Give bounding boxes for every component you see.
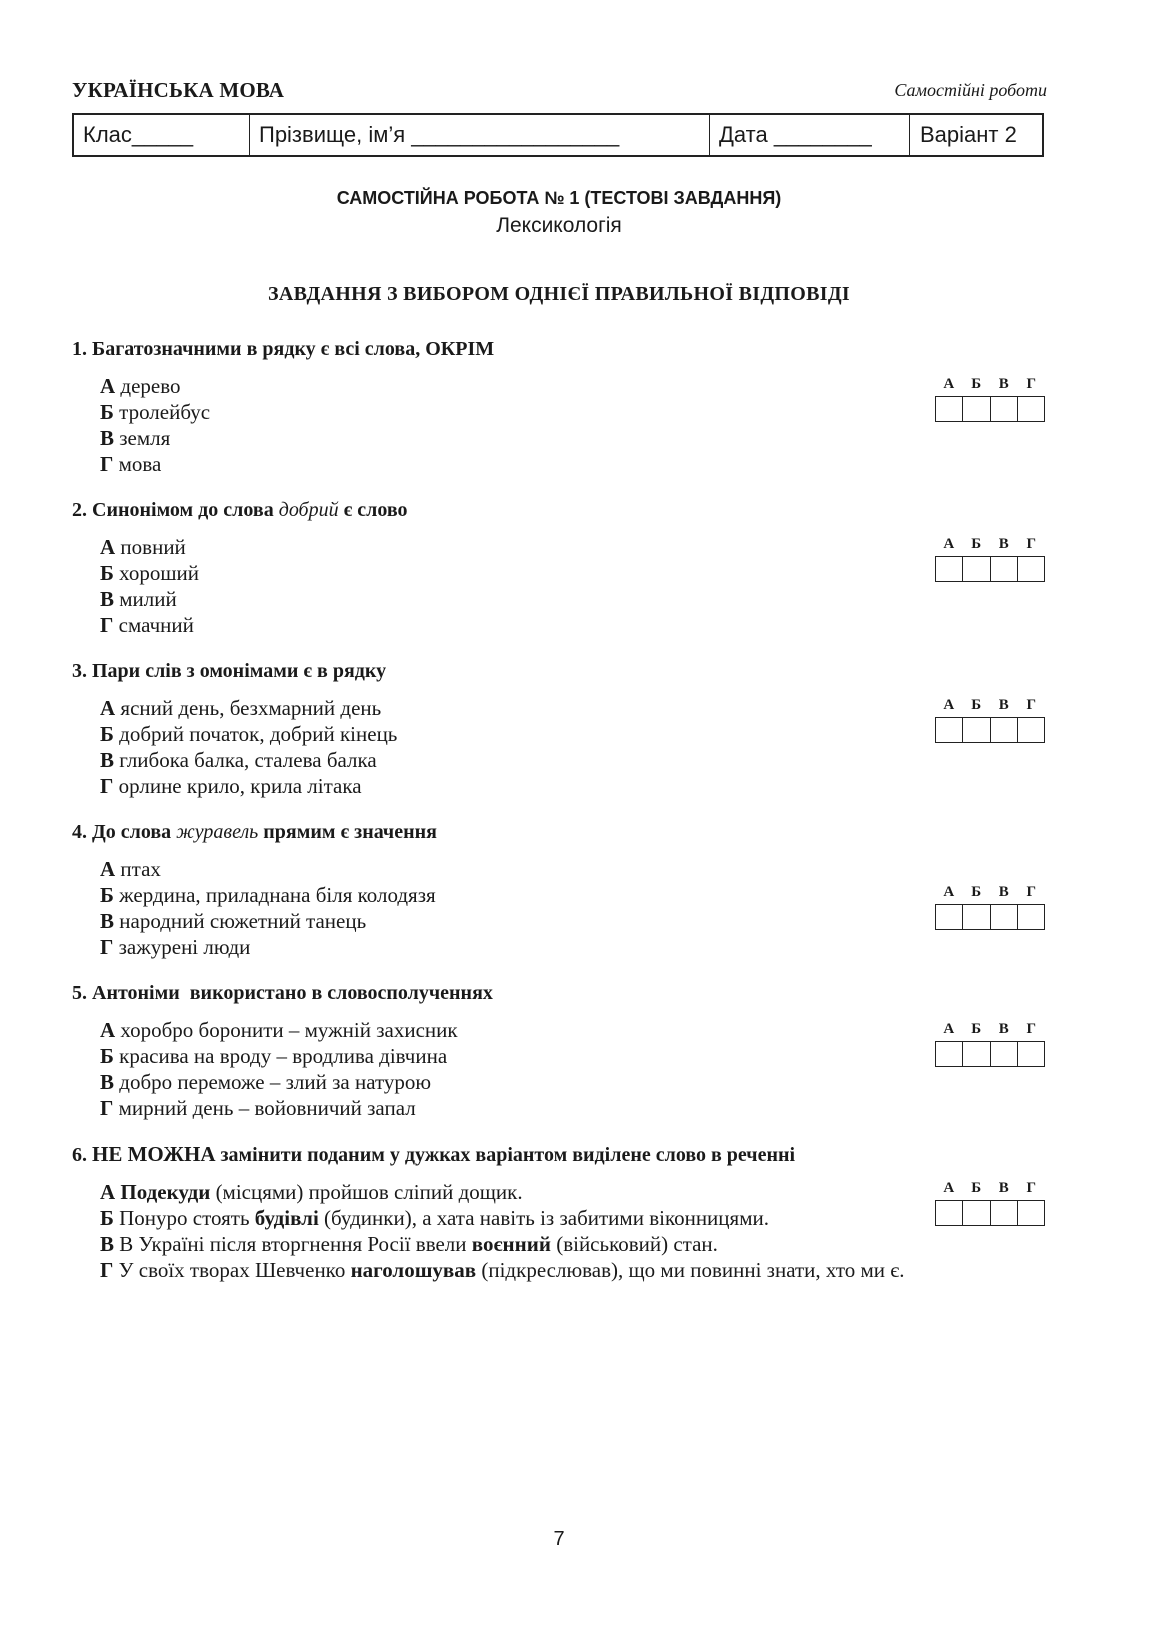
option-letter: Б: [100, 883, 114, 907]
option-text: добрий початок, добрий кінець: [119, 722, 398, 746]
option-letter: Г: [100, 774, 114, 798]
grid-letters: [935, 536, 1047, 556]
option-letter: В: [100, 1232, 115, 1256]
option-d: [100, 451, 1072, 477]
option-letter: А: [100, 535, 116, 559]
option-d: [100, 1257, 1072, 1283]
option-c: [100, 1069, 1072, 1095]
subject-title: УКРАЇНСЬКА МОВА: [72, 78, 285, 102]
option-text: ясний день, безхмарний день: [120, 696, 382, 720]
question-emphasis: НЕ МОЖНА: [92, 1142, 216, 1166]
option-d: [100, 934, 1072, 960]
option-text-pre: У своїх творах Шевченко: [118, 1258, 351, 1282]
question-6: [72, 1141, 1072, 1283]
option-letter: Г: [100, 613, 114, 637]
grid-letters: [935, 697, 1047, 717]
grid-letter-c: В: [998, 1021, 1009, 1037]
answer-boxes: [935, 1200, 1045, 1226]
question-3: [72, 658, 1072, 799]
option-letter: Г: [100, 452, 114, 476]
option-c: [100, 586, 1072, 612]
question-text: [72, 658, 1072, 684]
answer-box-c[interactable]: [991, 718, 1018, 742]
answer-box-c[interactable]: [991, 1201, 1018, 1225]
grid-letter-b: Б: [971, 1021, 982, 1037]
option-text-post: (місцями) пройшов сліпий дощик.: [210, 1180, 523, 1204]
answer-box-a[interactable]: [936, 397, 963, 421]
answer-box-d[interactable]: [1018, 1042, 1044, 1066]
option-c: [100, 425, 1072, 451]
question-prompt-end: є слово: [338, 499, 408, 521]
option-highlighted-word: будівлі: [254, 1206, 319, 1230]
options-list: [72, 856, 1072, 960]
answer-boxes: [935, 1041, 1045, 1067]
grid-letters: [935, 376, 1047, 396]
option-d: [100, 1095, 1072, 1121]
option-highlighted-word: Подекуди: [120, 1180, 211, 1204]
grid-letters: [935, 1180, 1047, 1200]
option-letter: Б: [100, 1206, 114, 1230]
option-text: мирний день – войовничий запал: [118, 1096, 416, 1120]
answer-box-c[interactable]: [991, 1042, 1018, 1066]
option-c: [100, 908, 1072, 934]
option-text: орлине крило, крила літака: [118, 774, 362, 798]
answer-grid-4: [935, 884, 1047, 930]
question-prompt: Антоніми використано в словосполученнях: [92, 982, 493, 1004]
options-list: [72, 534, 1072, 638]
option-letter: Б: [100, 1044, 114, 1068]
answer-box-d[interactable]: [1018, 718, 1044, 742]
answer-box-b[interactable]: [963, 718, 990, 742]
answer-box-a[interactable]: [936, 718, 963, 742]
section-label: Самостійні роботи: [894, 80, 1047, 100]
answer-grid-2: [935, 536, 1047, 582]
answer-box-b[interactable]: [963, 1042, 990, 1066]
grid-letter-a: А: [943, 697, 955, 713]
grid-letter-b: Б: [971, 536, 982, 552]
option-c: [100, 1231, 1072, 1257]
grid-letter-a: А: [943, 1021, 955, 1037]
option-text: повний: [120, 535, 186, 559]
grid-letter-d: Г: [1026, 1180, 1037, 1196]
option-letter: А: [100, 857, 116, 881]
answer-box-a[interactable]: [936, 1201, 963, 1225]
grid-letter-b: Б: [971, 376, 982, 392]
option-letter: Г: [100, 1096, 114, 1120]
grid-letters: [935, 884, 1047, 904]
options-list: [72, 695, 1072, 799]
grid-letter-d: Г: [1026, 1021, 1037, 1037]
question-text: [72, 497, 1072, 523]
option-text: птах: [120, 857, 161, 881]
question-number: 3.: [72, 660, 87, 682]
question-5: [72, 980, 1072, 1121]
answer-box-b[interactable]: [963, 905, 990, 929]
option-text: милий: [119, 587, 177, 611]
option-a: [100, 1179, 1072, 1205]
answer-box-c[interactable]: [991, 905, 1018, 929]
option-b: [100, 1205, 1072, 1231]
option-b: [100, 399, 1072, 425]
answer-box-a[interactable]: [936, 905, 963, 929]
question-4: [72, 819, 1072, 960]
grid-letter-d: Г: [1026, 697, 1037, 713]
option-d: [100, 612, 1072, 638]
option-letter: А: [100, 696, 116, 720]
variant-cell: Варіант 2: [920, 122, 1017, 147]
options-list: [72, 373, 1072, 477]
grid-letter-c: В: [998, 697, 1009, 713]
option-letter: В: [100, 909, 115, 933]
option-text-pre: Понуро стоять: [119, 1206, 255, 1230]
question-prompt: Пари слів з омонімами є в рядку: [92, 660, 387, 682]
option-letter: А: [100, 374, 116, 398]
grid-letter-c: В: [998, 376, 1009, 392]
answer-boxes: [935, 556, 1045, 582]
work-subtitle: Лексикологія: [496, 214, 622, 237]
grid-letters: [935, 1021, 1047, 1041]
answer-box-d[interactable]: [1018, 1201, 1044, 1225]
grid-letter-a: А: [943, 536, 955, 552]
answer-box-b[interactable]: [963, 557, 990, 581]
answer-box-c[interactable]: [991, 397, 1018, 421]
option-letter: Б: [100, 400, 114, 424]
option-text: народний сюжетний танець: [119, 909, 367, 933]
option-letter: В: [100, 748, 115, 772]
option-letter: Б: [100, 561, 114, 585]
answer-grid-6: [935, 1180, 1047, 1226]
grid-letter-d: Г: [1026, 884, 1037, 900]
option-letter: Г: [100, 1258, 114, 1282]
option-a: [100, 1017, 1072, 1043]
option-text: дерево: [120, 374, 181, 398]
option-text: добро переможе – злий за натурою: [119, 1070, 432, 1094]
answer-grid-3: [935, 697, 1047, 743]
task-type-heading: ЗАВДАННЯ З ВИБОРОМ ОДНІЄЇ ПРАВИЛЬНОЇ ВІДПОВІДІ: [267, 283, 850, 305]
grid-letter-b: Б: [971, 884, 982, 900]
grid-letter-b: Б: [971, 1180, 982, 1196]
option-b: [100, 1043, 1072, 1069]
question-2: [72, 497, 1072, 638]
grid-letter-b: Б: [971, 697, 982, 713]
grid-letter-a: А: [943, 884, 955, 900]
options-list: [72, 1179, 1072, 1283]
grid-letter-a: А: [943, 376, 955, 392]
grid-letter-d: Г: [1026, 536, 1037, 552]
option-letter: Б: [100, 722, 114, 746]
grid-letter-c: В: [998, 1180, 1009, 1196]
option-c: [100, 747, 1072, 773]
option-text: земля: [119, 426, 171, 450]
option-text: красива на вроду – вродлива дівчина: [119, 1044, 448, 1068]
option-letter: В: [100, 426, 115, 450]
question-prompt: До слова: [92, 821, 177, 843]
option-text: жердина, приладнана біля колодязя: [119, 883, 436, 907]
work-title: САМОСТІЙНА РОБОТА № 1 (ТЕСТОВІ ЗАВДАННЯ): [336, 188, 782, 208]
question-keyword: добрий: [278, 499, 339, 521]
option-b: [100, 721, 1072, 747]
question-number: 6.: [72, 1144, 87, 1166]
option-letter: Г: [100, 935, 114, 959]
option-a: [100, 856, 1072, 882]
answer-box-b[interactable]: [963, 1201, 990, 1225]
class-field[interactable]: Клас_____: [74, 115, 250, 155]
option-highlighted-word: наголошував: [350, 1258, 477, 1282]
question-prompt: замінити поданим у дужках варіантом виділене слово в реченні: [215, 1144, 796, 1166]
name-field[interactable]: Прізвище, ім’я _________________: [250, 115, 710, 155]
question-text: [72, 1141, 1072, 1168]
option-a: [100, 695, 1072, 721]
option-text: хоробро боронити – мужній захисник: [120, 1018, 458, 1042]
option-a: [100, 534, 1072, 560]
option-text: смачний: [118, 613, 194, 637]
question-text: [72, 819, 1072, 845]
option-letter: А: [100, 1018, 116, 1042]
option-text: зажурені люди: [118, 935, 251, 959]
question-prompt: Синонімом до слова: [92, 499, 279, 521]
option-text: хороший: [119, 561, 199, 585]
option-highlighted-word: воєнний: [471, 1232, 551, 1256]
answer-box-a[interactable]: [936, 1042, 963, 1066]
answer-boxes: [935, 717, 1045, 743]
answer-box-d[interactable]: [1018, 905, 1044, 929]
page-number: 7: [553, 1528, 565, 1550]
grid-letter-c: В: [998, 536, 1009, 552]
answer-box-d[interactable]: [1018, 397, 1044, 421]
question-text: [72, 980, 1072, 1006]
question-number: 4.: [72, 821, 87, 843]
option-b: [100, 560, 1072, 586]
question-prompt-end: прямим є значення: [258, 821, 437, 843]
answer-box-d[interactable]: [1018, 557, 1044, 581]
option-letter: А: [100, 1180, 116, 1204]
answer-grid-1: [935, 376, 1047, 422]
grid-letter-a: А: [943, 1180, 955, 1196]
answer-grid-5: [935, 1021, 1047, 1067]
option-letter: В: [100, 1070, 115, 1094]
answer-box-c[interactable]: [991, 557, 1018, 581]
option-text-pre: В Україні після вторгнення Росії ввели: [119, 1232, 472, 1256]
question-prompt: Багатозначними в рядку є всі слова, ОКРІМ: [92, 338, 495, 360]
student-info-table: [72, 113, 1044, 157]
options-list: [72, 1017, 1072, 1121]
answer-box-b[interactable]: [963, 397, 990, 421]
option-b: [100, 882, 1072, 908]
option-text: глибока балка, сталева балка: [119, 748, 377, 772]
grid-letter-d: Г: [1026, 376, 1037, 392]
option-text-post: (підкреслював), що ми повинні знати, хто ми є.: [476, 1258, 905, 1282]
answer-boxes: [935, 904, 1045, 930]
option-letter: В: [100, 587, 115, 611]
option-d: [100, 773, 1072, 799]
option-text: мова: [118, 452, 162, 476]
answer-boxes: [935, 396, 1045, 422]
option-text-post: (будинки), а хата навіть із забитими віконницями.: [318, 1206, 769, 1230]
grid-letter-c: В: [998, 884, 1009, 900]
date-field[interactable]: Дата ________: [710, 115, 910, 155]
option-a: [100, 373, 1072, 399]
question-number: 1.: [72, 338, 87, 360]
answer-box-a[interactable]: [936, 557, 963, 581]
question-number: 5.: [72, 982, 87, 1004]
option-text: тролейбус: [119, 400, 211, 424]
option-text-post: (військовий) стан.: [550, 1232, 718, 1256]
question-text: [72, 336, 1072, 362]
question-number: 2.: [72, 499, 87, 521]
question-1: [72, 336, 1072, 477]
question-keyword: журавель: [176, 821, 259, 843]
